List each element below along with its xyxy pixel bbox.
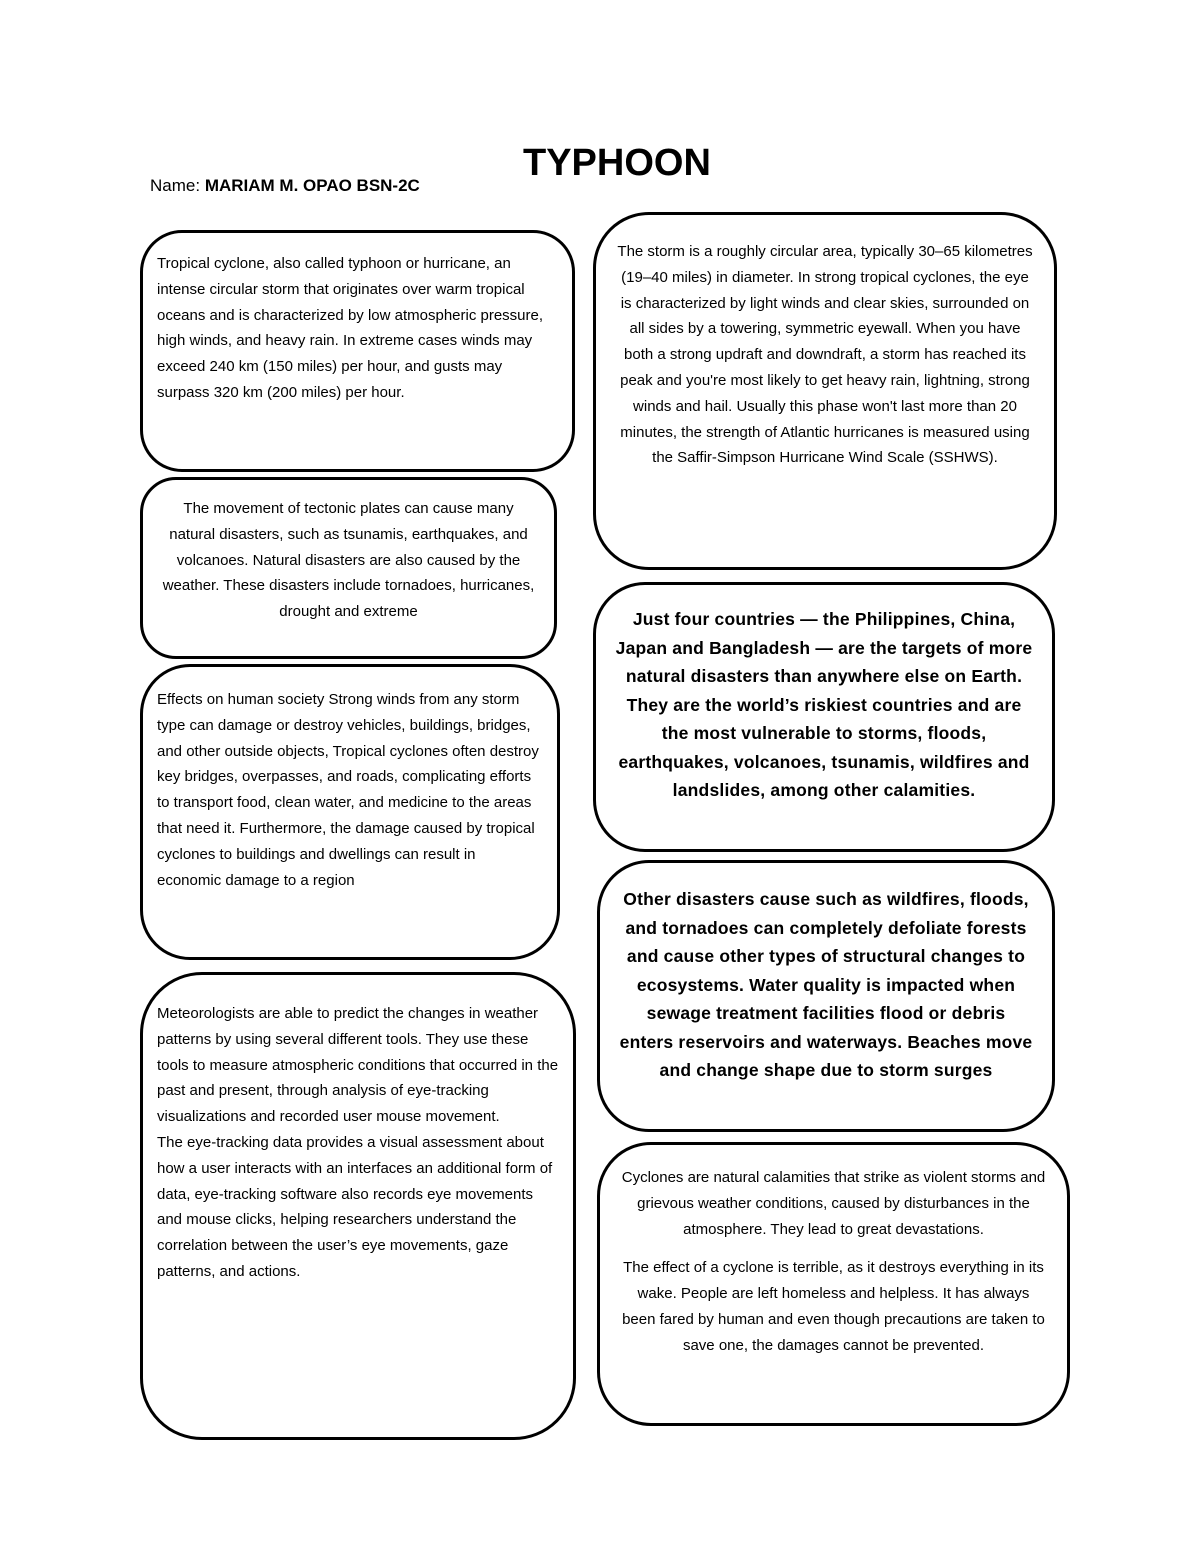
definition-text: Tropical cyclone, also called typhoon or hurricane, an intense circular storm that originates over warm tropical oceans and is characterized by low atmospheric pressure, high winds, and heavy rain. In extreme cases winds may exceed 240 km (150 miles) per hour, and gusts may surpass 320 km (200 miles) per hour. bbox=[157, 255, 544, 401]
other-disasters-text: Other disasters cause such as wildfires, floods, and tornadoes can completely defoliate forests and cause other types of structural changes to ecosystems. Water quality is impacted when sewage treatment facilities flood or debris enters reservoirs and waterways. Beaches move and change shape due to storm surges bbox=[619, 889, 1033, 1080]
meteorologists-box bbox=[140, 972, 576, 1440]
name-value: MARIAM M. OPAO BSN-2C bbox=[204, 176, 420, 195]
effects-box bbox=[140, 664, 560, 960]
meteorologists-text-1: Meteorologists are able to predict the changes in weather patterns by using several different tools. They use these tools to measure atmospheric conditions that occurred in the past and present, through analysis of eye-tracking visualizations and recorded user mouse movement. bbox=[157, 1005, 559, 1126]
cyclones-text-2: The effect of a cyclone is terrible, as it destroys everything in its wake. People are left homeless and helpless. It has always been fared by human and even though precautions are taken to save one, the damages cannot be prevented. bbox=[622, 1259, 1045, 1354]
other-disasters-box bbox=[597, 860, 1055, 1132]
cyclones-box bbox=[597, 1142, 1070, 1426]
cyclones-text-1: Cyclones are natural calamities that strike as violent storms and grievous weather conditions, caused by disturbances in the atmosphere. They lead to great devastations. bbox=[621, 1169, 1046, 1238]
tectonic-text: The movement of tectonic plates can cause many natural disasters, such as tsunamis, earthquakes, and volcanoes. Natural disasters are also caused by the weather. These disasters include tornadoes, hurricanes, drought and extreme bbox=[162, 500, 535, 621]
name-label: Name: bbox=[150, 176, 201, 195]
effects-text: Effects on human society Strong winds from any storm type can damage or destroy vehicles, buildings, bridges, and other outside objects, Tropical cyclones often destroy key bridges, overpasses, and roads, complicating efforts to transport food, clean water, and medicine to the areas that need it. Furthermore, the damage caused by tropical cyclones to buildings and dwellings can result in economic damage to a region bbox=[157, 691, 539, 889]
page-title: TYPHOON bbox=[523, 142, 711, 184]
tectonic-box bbox=[140, 477, 557, 659]
name-line bbox=[150, 176, 420, 196]
countries-box bbox=[593, 582, 1055, 852]
storm-box bbox=[593, 212, 1057, 570]
storm-text: The storm is a roughly circular area, typically 30–65 kilometres (19–40 miles) in diameter. In strong tropical cyclones, the eye is characterized by light winds and clear skies, surrounded on all sides by a towering, symmetric eyewall. When you have both a strong updraft and downdraft, a storm has reached its peak and you're most likely to get heavy rain, lightning, strong winds and hail. Usually this phase won't last more than 20 minutes, the strength of Atlantic hurricanes is measured using the Saffir-Simpson Hurricane Wind Scale (SSHWS). bbox=[617, 243, 1033, 467]
definition-box bbox=[140, 230, 575, 472]
meteorologists-text-2: The eye-tracking data provides a visual assessment about how a user interacts with an interfaces an additional form of data, eye-tracking software also records eye movements and mouse clicks, helping researchers understand the correlation between the user’s eye movements, gaze patterns, and actions. bbox=[157, 1133, 553, 1280]
countries-text: Just four countries — the Philippines, China, Japan and Bangladesh — are the targets of more natural disasters than anywhere else on Earth. They are the world’s riskiest countries and are the most vulnerable to storms, floods, earthquakes, volcanoes, tsunamis, wildfires and landslides, among other calamities. bbox=[615, 609, 1033, 800]
